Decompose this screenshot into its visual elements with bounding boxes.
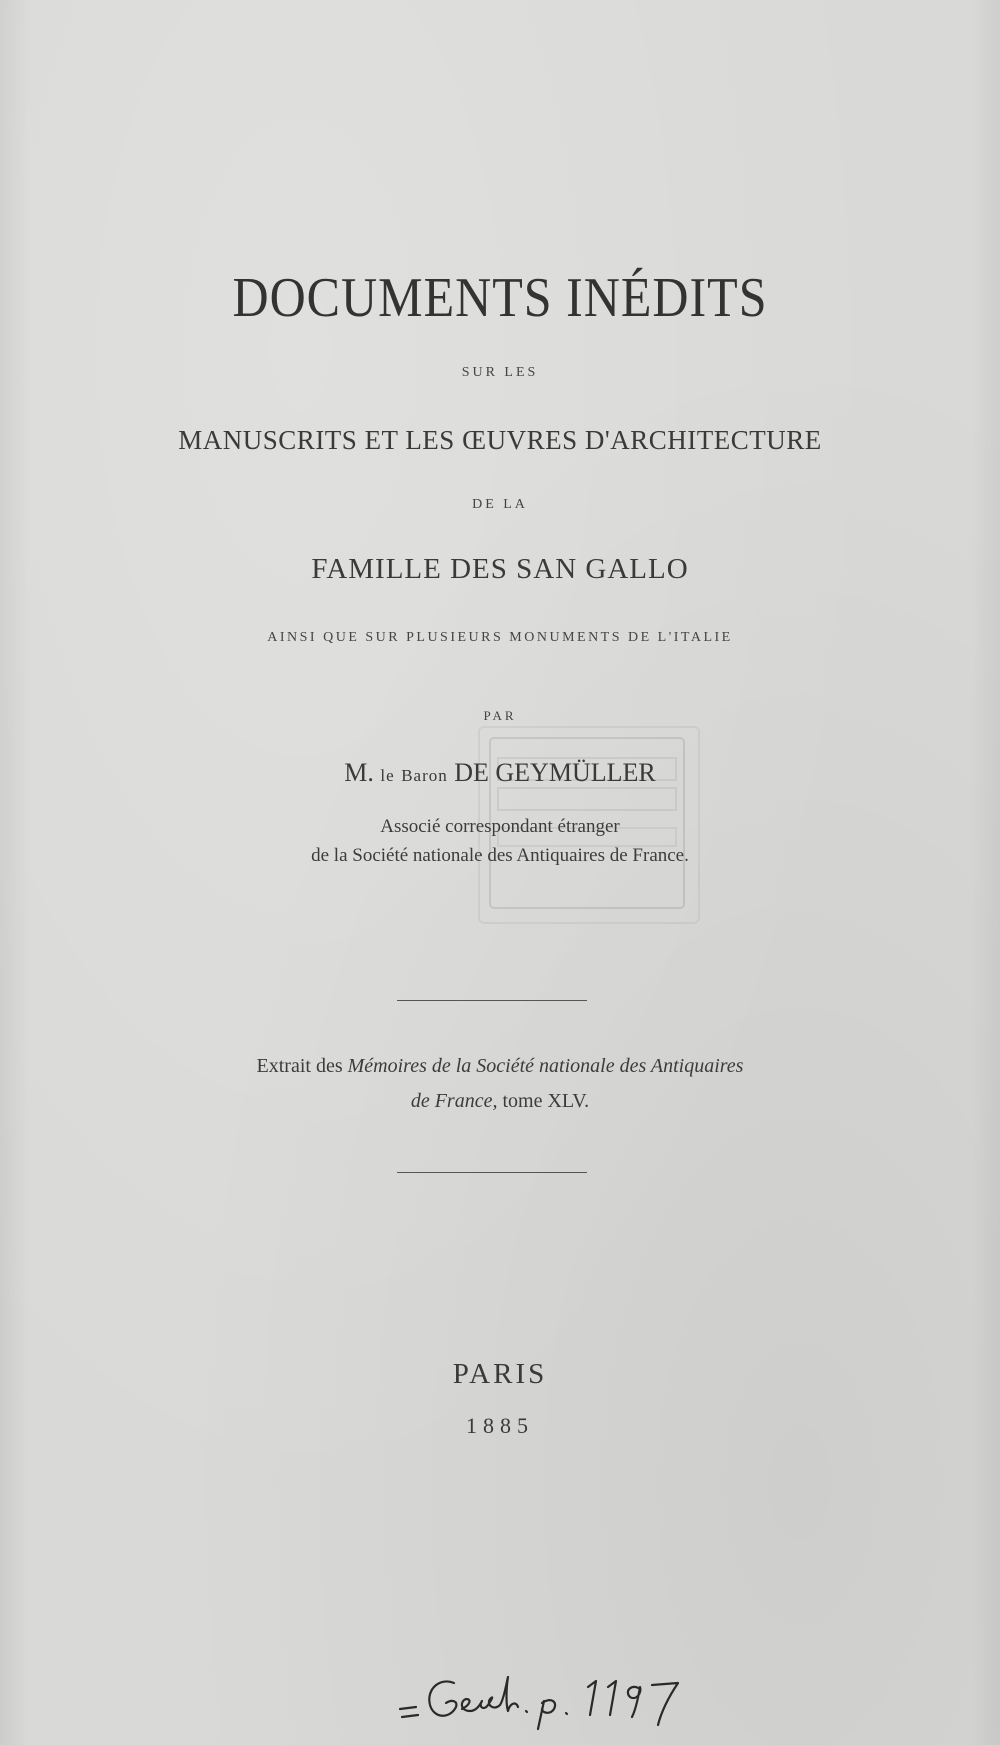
sur-les: SUR LES — [461, 365, 539, 380]
title-main: DOCUMENTS INÉDITS — [232, 265, 768, 329]
par: PAR — [483, 708, 517, 723]
author-line — [0, 758, 1000, 788]
extract-volume: tome XLV. — [502, 1090, 590, 1112]
de-la: DE LA — [472, 497, 528, 512]
subtitle-manuscrits: MANUSCRITS ET LES ŒUVRES D'ARCHITECTURE — [178, 425, 822, 455]
divider-top — [397, 1000, 587, 1001]
author-prefix: M. — [344, 758, 374, 787]
subtitle-ainsi: AINSI QUE SUR PLUSIEURS MONUMENTS DE L'ITALIE — [267, 630, 733, 645]
author-name: DE GEYMÜLLER — [454, 758, 656, 787]
handwritten-shelfmark — [392, 1665, 712, 1735]
extract-line-1 — [0, 1055, 1000, 1078]
affiliation-line-2: de la Société nationale des Antiquaires de France. — [311, 845, 689, 866]
author-le: le — [380, 766, 395, 785]
place: PARIS — [452, 1358, 548, 1390]
author-baron: Baron — [401, 766, 448, 785]
extract-journal-1: Mémoires de la Société nationale des Antiquaires — [347, 1055, 744, 1077]
extract-line-2 — [0, 1090, 1000, 1113]
divider-bottom — [397, 1172, 587, 1173]
extract-journal-2: de France, — [410, 1090, 498, 1112]
extract-prefix: Extrait des — [256, 1055, 343, 1077]
affiliation-line-1: Associé correspondant étranger — [380, 816, 620, 837]
subtitle-famille: FAMILLE DES SAN GALLO — [311, 553, 689, 585]
year: 1885 — [466, 1413, 534, 1438]
